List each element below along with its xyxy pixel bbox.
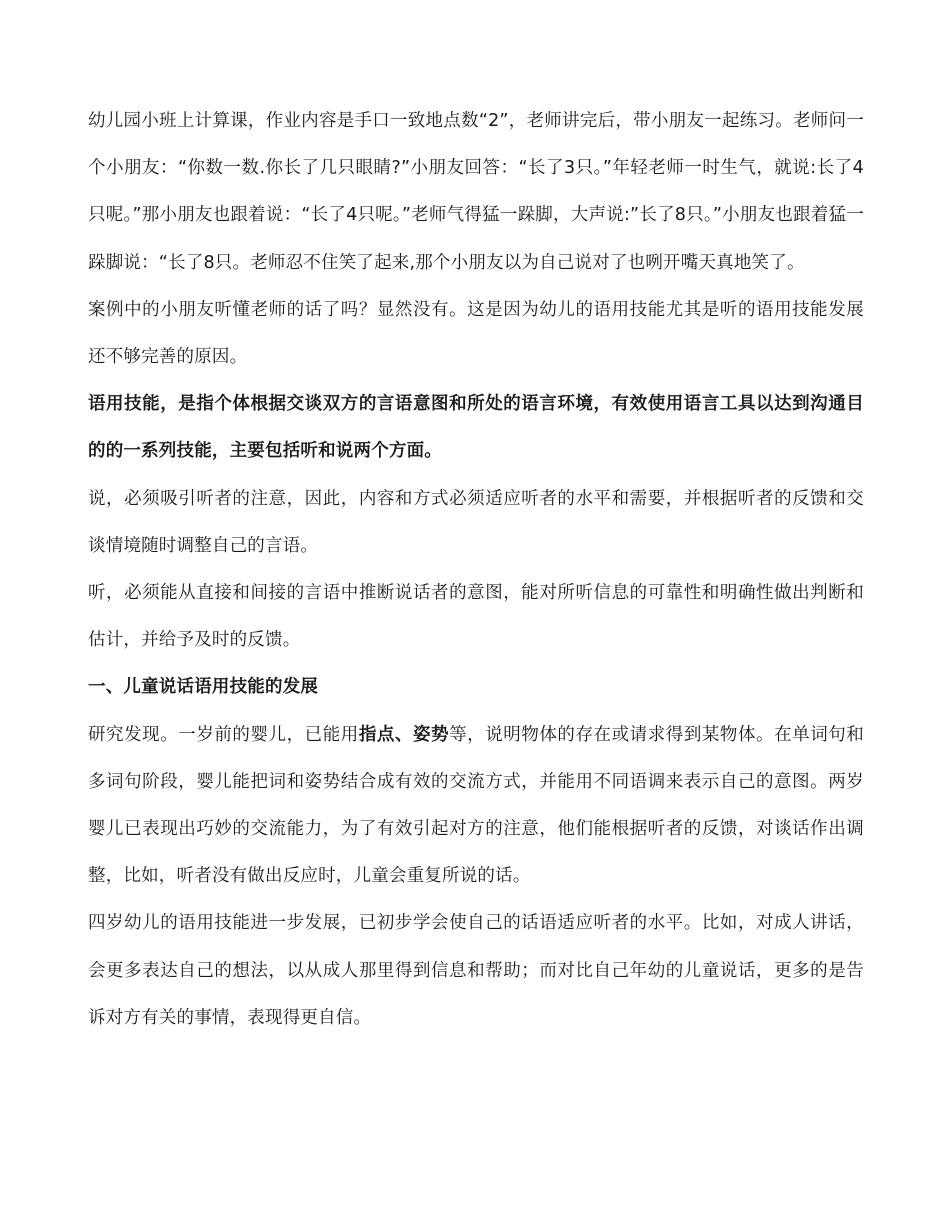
research-paragraph: [88, 712, 864, 901]
four-year-olds-paragraph: 四岁幼儿的语用技能进一步发展，已初步学会使自己的话语适应听者的水平。比如，对成人讲话，会更多表达自己的想法，以从成人那里得到信息和帮助；而对比自己年幼的儿童说话，更多的是告诉对方有关的事情，表现得更自信。: [88, 913, 864, 1028]
section-heading: 一、儿童说话语用技能的发展: [88, 677, 319, 698]
listening-paragraph: 听，必须能从直接和间接的言语中推断说话者的意图，能对所听信息的可靠性和明确性做出判断和估计，并给予及时的反馈。: [88, 583, 864, 651]
research-bold-term: 指点、姿势: [358, 724, 450, 745]
case-story-paragraph: 幼儿园小班上计算课，作业内容是手口一致地点数“2”，老师讲完后，带小朋友一起练习。老师问一个小朋友：“你数一数.你长了几只眼睛?”小朋友回答：“长了3只。”年轻老师一时生气，就说:长了4只呢。”那小朋友也跟着说：“长了4只呢。”老师气得猛一跺脚，大声说:”长了8只。”小朋友也跟着猛一跺脚说：“长了8只。老师忍不住笑了起来,那个小朋友以为自己说对了也咧开嘴天真地笑了。: [88, 111, 864, 273]
document-body: [88, 98, 864, 1042]
definition-paragraph: 语用技能，是指个体根据交谈双方的言语意图和所处的语言环境，有效使用语言工具以达到沟通目的的一系列技能，主要包括听和说两个方面。: [88, 394, 864, 462]
case-analysis-paragraph: 案例中的小朋友听懂老师的话了吗？显然没有。这是因为幼儿的语用技能尤其是听的语用技能发展还不够完善的原因。: [88, 299, 864, 368]
research-text-start: 研究发现。一岁前的婴儿，已能用: [88, 724, 359, 745]
speaking-paragraph: 说，必须吸引听者的注意，因此，内容和方式必须适应听者的水平和需要，并根据听者的反馈和交谈情境随时调整自己的言语。: [88, 488, 864, 556]
research-text-rest: 等，说明物体的存在或请求得到某物体。在单词句和多词句阶段，婴儿能把词和姿势结合成有效的交流方式，并能用不同语调来表示自己的意图。两岁婴儿已表现出巧妙的交流能力，为了有效引起对方的注意，他们能根据听者的反馈，对谈话作出调整，比如，听者没有做出反应时，儿童会重复所说的话。: [88, 724, 865, 887]
